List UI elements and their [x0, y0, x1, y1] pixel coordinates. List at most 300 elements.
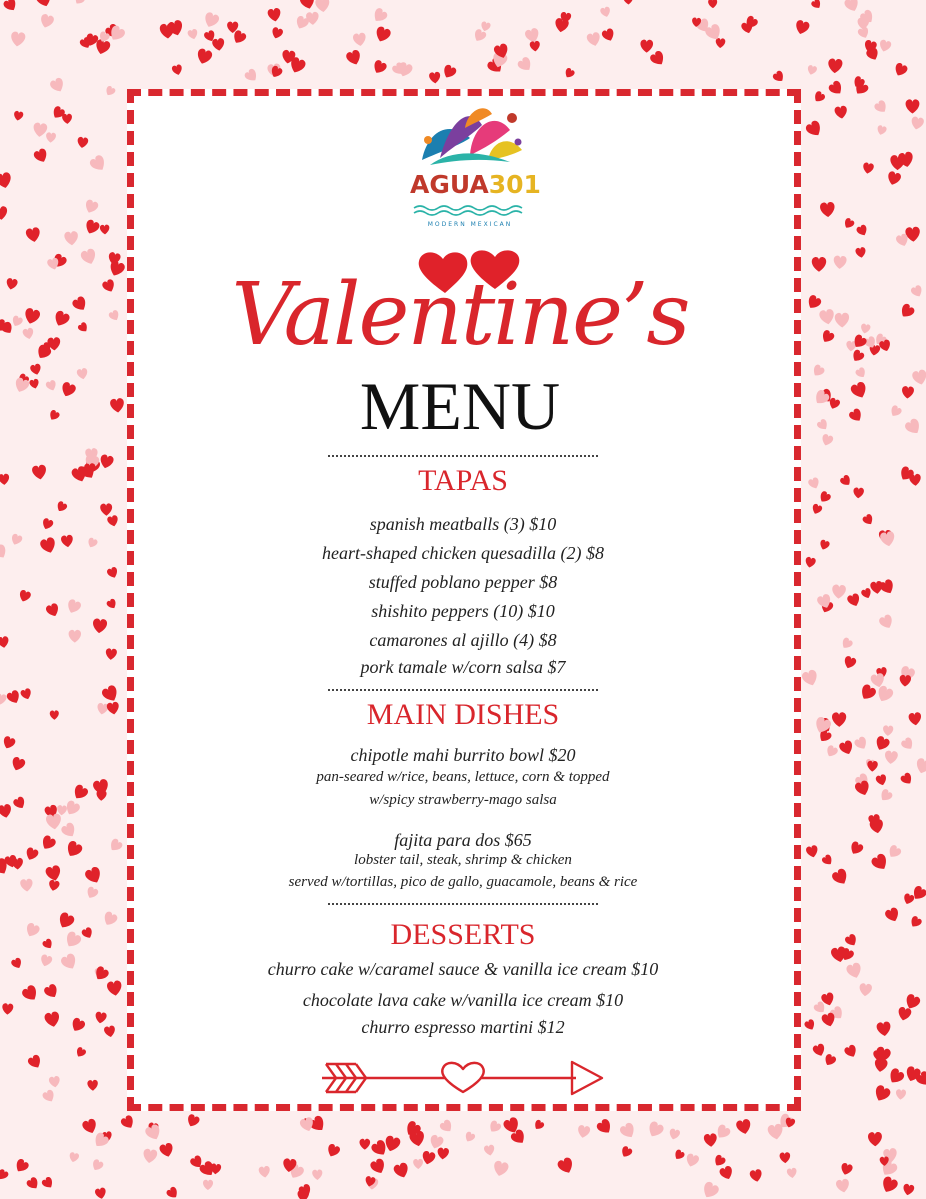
menu-item: fajita para dos $65	[394, 830, 532, 850]
confetti-heart-icon	[812, 90, 826, 104]
confetti-heart-icon	[103, 1025, 116, 1038]
confetti-heart-icon	[31, 464, 47, 480]
confetti-heart-icon	[90, 1158, 104, 1172]
confetti-heart-icon	[640, 40, 653, 53]
confetti-heart-icon	[110, 398, 125, 414]
confetti-heart-icon	[47, 409, 60, 422]
confetti-heart-icon	[71, 783, 90, 802]
confetti-heart-icon	[83, 218, 100, 236]
confetti-heart-icon	[87, 1080, 98, 1091]
confetti-heart-icon	[10, 533, 24, 547]
confetti-heart-icon	[849, 381, 869, 401]
confetti-heart-icon	[86, 537, 98, 549]
section-heading-main-dishes: MAIN DISHES	[366, 698, 560, 731]
confetti-heart-icon	[41, 517, 55, 531]
divider-dotted	[328, 903, 598, 905]
confetti-heart-icon	[492, 1160, 509, 1178]
confetti-heart-icon	[870, 852, 891, 873]
confetti-heart-icon	[2, 0, 19, 13]
confetti-heart-icon	[101, 278, 117, 294]
confetti-heart-icon	[171, 64, 183, 76]
item-description: w/spicy strawberry-mago salsa	[369, 792, 557, 808]
confetti-heart-icon	[862, 513, 876, 527]
confetti-heart-icon	[812, 1043, 827, 1058]
confetti-heart-icon	[68, 1152, 79, 1164]
confetti-heart-icon	[842, 217, 855, 230]
confetti-heart-icon	[803, 1018, 816, 1031]
heart-arrow-icon	[320, 1056, 606, 1100]
confetti-heart-icon	[32, 122, 47, 137]
menu-card	[127, 89, 801, 1111]
confetti-heart-icon	[24, 922, 41, 939]
confetti-heart-icon	[805, 294, 822, 312]
confetti-heart-icon	[77, 321, 90, 334]
confetti-heart-icon	[835, 1178, 850, 1193]
confetti-heart-icon	[73, 0, 86, 6]
menu-item: chocolate lava cake w/vanilla ice cream $10	[302, 990, 624, 1010]
confetti-heart-icon	[595, 1118, 614, 1137]
confetti-heart-icon	[1, 735, 16, 750]
confetti-heart-icon	[60, 821, 78, 839]
confetti-heart-icon	[848, 407, 865, 424]
menu-item: spanish meatballs (3) $10	[369, 514, 557, 534]
confetti-heart-icon	[805, 845, 819, 859]
confetti-heart-icon	[105, 648, 117, 660]
confetti-heart-icon	[106, 980, 123, 997]
confetti-heart-icon	[0, 206, 8, 221]
confetti-heart-icon	[0, 171, 13, 189]
confetti-heart-icon	[88, 154, 108, 174]
confetti-heart-icon	[884, 906, 901, 923]
confetti-heart-icon	[65, 598, 82, 615]
confetti-heart-icon	[104, 85, 117, 98]
menu-item: heart-shaped chicken quesadilla (2) $8	[322, 543, 604, 563]
logo-name-agua: AGUA	[410, 170, 489, 199]
confetti-heart-icon	[858, 683, 878, 703]
confetti-heart-icon	[601, 27, 616, 42]
confetti-heart-icon	[821, 853, 835, 867]
confetti-heart-icon	[45, 813, 62, 830]
confetti-heart-icon	[859, 983, 873, 997]
confetti-heart-icon	[63, 930, 83, 950]
item-description: lobster tail, steak, shrimp & chicken	[354, 852, 572, 868]
confetti-heart-icon	[144, 1123, 163, 1142]
confetti-heart-icon	[41, 1089, 56, 1104]
confetti-heart-icon	[61, 534, 74, 548]
confetti-heart-icon	[876, 125, 887, 136]
confetti-heart-icon	[816, 418, 830, 432]
confetti-heart-icon	[0, 693, 7, 705]
confetti-heart-icon	[74, 1046, 87, 1059]
confetti-heart-icon	[77, 136, 89, 148]
confetti-heart-icon	[700, 1180, 720, 1199]
confetti-heart-icon	[845, 962, 863, 980]
confetti-heart-icon	[854, 366, 867, 379]
confetti-heart-icon	[52, 309, 71, 328]
confetti-heart-icon	[106, 566, 119, 580]
confetti-heart-icon	[6, 689, 22, 706]
confetti-heart-icon	[393, 1162, 411, 1180]
confetti-heart-icon	[0, 473, 10, 485]
confetti-heart-icon	[39, 13, 55, 29]
confetti-heart-icon	[258, 1166, 270, 1179]
confetti-heart-icon	[900, 736, 916, 752]
confetti-heart-icon	[10, 315, 23, 328]
confetti-heart-icon	[772, 70, 787, 85]
confetti-heart-icon	[684, 1153, 699, 1169]
confetti-heart-icon	[10, 756, 26, 773]
logo-name-301: 301	[488, 170, 541, 199]
confetti-heart-icon	[860, 323, 871, 334]
confetti-heart-icon	[902, 893, 915, 906]
confetti-heart-icon	[12, 858, 24, 870]
confetti-heart-icon	[839, 1162, 853, 1176]
confetti-heart-icon	[901, 386, 914, 399]
confetti-heart-icon	[41, 1176, 56, 1191]
splash-logo-icon	[410, 100, 530, 170]
confetti-heart-icon	[107, 837, 123, 853]
confetti-heart-icon	[804, 119, 824, 139]
item-description: served w/tortillas, pico de gallo, guacamole, beans & rice	[288, 874, 638, 890]
confetti-heart-icon	[45, 602, 61, 618]
confetti-heart-icon	[914, 757, 926, 775]
confetti-heart-icon	[371, 59, 388, 76]
confetti-heart-icon	[106, 598, 119, 611]
confetti-heart-icon	[820, 433, 834, 447]
confetti-heart-icon	[29, 378, 40, 389]
confetti-heart-icon	[801, 669, 820, 688]
confetti-heart-icon	[516, 56, 534, 74]
confetti-heart-icon	[315, 0, 331, 13]
menu-title: MENU	[359, 368, 561, 444]
confetti-heart-icon	[92, 778, 110, 796]
confetti-heart-icon	[810, 0, 823, 11]
valentines-title: Valentine’s	[231, 265, 689, 365]
confetti-heart-icon	[30, 363, 43, 376]
confetti-heart-icon	[94, 1187, 107, 1199]
confetti-heart-icon	[81, 1118, 99, 1136]
confetti-heart-icon	[563, 67, 576, 80]
confetti-heart-icon	[879, 1175, 899, 1195]
confetti-heart-icon	[857, 26, 871, 40]
confetti-heart-icon	[828, 58, 843, 73]
confetti-heart-icon	[383, 1135, 401, 1154]
confetti-heart-icon	[10, 31, 26, 47]
confetti-heart-icon	[81, 926, 95, 940]
confetti-heart-icon	[898, 302, 916, 320]
confetti-heart-icon	[101, 910, 118, 928]
confetti-heart-icon	[850, 349, 865, 364]
confetti-heart-icon	[835, 313, 850, 328]
confetti-heart-icon	[96, 702, 109, 715]
confetti-heart-icon	[10, 957, 23, 970]
menu-item: shishito peppers (10) $10	[371, 601, 555, 621]
confetti-heart-icon	[439, 1118, 455, 1134]
confetti-heart-icon	[94, 1011, 107, 1024]
confetti-heart-icon	[886, 170, 902, 186]
confetti-heart-icon	[868, 1132, 882, 1147]
confetti-heart-icon	[878, 613, 895, 630]
menu-item: pork tamale w/corn salsa $7	[360, 657, 566, 677]
confetti-heart-icon	[165, 1186, 180, 1199]
confetti-heart-icon	[876, 1021, 892, 1037]
confetti-heart-icon	[480, 21, 491, 32]
confetti-heart-icon	[703, 1133, 717, 1147]
confetti-heart-icon	[267, 7, 282, 22]
confetti-heart-icon	[85, 886, 100, 901]
confetti-heart-icon	[55, 500, 68, 513]
confetti-heart-icon	[807, 477, 821, 491]
confetti-heart-icon	[811, 503, 823, 516]
confetti-heart-icon	[0, 543, 9, 561]
confetti-heart-icon	[818, 539, 830, 551]
confetti-heart-icon	[142, 1148, 157, 1164]
confetti-heart-icon	[842, 655, 857, 670]
confetti-heart-icon	[812, 257, 826, 272]
confetti-heart-icon	[18, 589, 32, 603]
logo-tagline: MODERN MEXICAN	[427, 221, 513, 228]
confetti-heart-icon	[48, 1076, 60, 1089]
confetti-heart-icon	[839, 474, 853, 488]
confetti-heart-icon	[820, 202, 836, 218]
confetti-heart-icon	[64, 231, 79, 246]
confetti-heart-icon	[794, 19, 811, 36]
confetti-heart-icon	[875, 684, 895, 704]
confetti-heart-icon	[20, 984, 40, 1004]
confetti-heart-icon	[487, 1119, 502, 1134]
confetti-heart-icon	[92, 965, 110, 983]
confetti-heart-icon	[600, 6, 612, 18]
confetti-heart-icon	[44, 1011, 61, 1029]
confetti-heart-icon	[373, 25, 391, 44]
confetti-heart-icon	[270, 26, 283, 40]
confetti-heart-icon	[345, 49, 363, 67]
confetti-heart-icon	[45, 379, 58, 392]
confetti-heart-icon	[39, 954, 53, 968]
menu-item: camarones al ajillo (4) $8	[369, 630, 557, 650]
confetti-heart-icon	[64, 839, 84, 859]
confetti-heart-icon	[202, 11, 220, 29]
confetti-heart-icon	[844, 933, 859, 948]
confetti-heart-icon	[824, 744, 839, 759]
confetti-heart-icon	[25, 1176, 40, 1191]
confetti-heart-icon	[712, 1154, 727, 1169]
confetti-heart-icon	[910, 116, 925, 131]
confetti-heart-icon	[12, 796, 27, 811]
confetti-heart-icon	[421, 1150, 436, 1165]
confetti-heart-icon	[84, 866, 104, 886]
divider-dotted	[328, 455, 598, 457]
confetti-heart-icon	[243, 68, 259, 84]
confetti-heart-icon	[899, 772, 914, 787]
confetti-heart-icon	[0, 803, 13, 819]
confetti-heart-icon	[715, 38, 725, 48]
confetti-heart-icon	[708, 0, 718, 8]
confetti-heart-icon	[886, 1067, 905, 1087]
confetti-heart-icon	[13, 110, 24, 121]
confetti-heart-icon	[359, 1139, 370, 1150]
confetti-heart-icon	[862, 162, 874, 174]
confetti-heart-icon	[0, 636, 10, 649]
confetti-heart-icon	[0, 1168, 9, 1181]
confetti-heart-icon	[668, 1128, 681, 1141]
confetti-heart-icon	[60, 952, 80, 972]
confetti-heart-icon	[369, 1157, 387, 1176]
confetti-heart-icon	[312, 1169, 322, 1180]
confetti-heart-icon	[618, 1121, 637, 1140]
confetti-heart-icon	[819, 308, 836, 325]
confetti-heart-icon	[107, 251, 121, 265]
confetti-heart-icon	[483, 1144, 495, 1156]
confetti-heart-icon	[902, 1183, 915, 1196]
confetti-heart-icon	[831, 867, 851, 887]
confetti-heart-icon	[413, 1159, 423, 1169]
confetti-heart-icon	[100, 684, 120, 704]
confetti-heart-icon	[908, 712, 922, 726]
confetti-heart-icon	[62, 114, 72, 125]
confetti-heart-icon	[910, 284, 924, 299]
confetti-heart-icon	[39, 834, 57, 852]
confetti-heart-icon	[823, 1053, 838, 1068]
confetti-heart-icon	[867, 761, 878, 772]
menu-item: churro espresso martini $12	[361, 1017, 565, 1037]
confetti-heart-icon	[786, 1168, 797, 1179]
confetti-heart-icon	[49, 77, 67, 95]
confetti-heart-icon	[896, 1089, 907, 1100]
confetti-heart-icon	[820, 329, 836, 345]
confetti-heart-icon	[846, 592, 862, 608]
confetti-heart-icon	[878, 788, 894, 804]
confetti-heart-icon	[818, 490, 832, 504]
confetti-heart-icon	[853, 735, 869, 751]
confetti-heart-icon	[873, 735, 891, 753]
confetti-heart-icon	[878, 578, 896, 596]
confetti-heart-icon	[41, 938, 54, 951]
confetti-heart-icon	[718, 1165, 734, 1181]
confetti-heart-icon	[76, 368, 88, 381]
confetti-heart-icon	[853, 487, 864, 498]
confetti-heart-icon	[903, 417, 923, 437]
confetti-heart-icon	[100, 503, 112, 516]
confetti-heart-icon	[649, 49, 667, 68]
confetti-heart-icon	[834, 105, 848, 119]
confetti-heart-icon	[623, 0, 633, 5]
confetti-heart-icon	[212, 38, 226, 52]
section-heading-tapas: TAPAS	[418, 464, 508, 497]
confetti-heart-icon	[843, 0, 861, 14]
confetti-heart-icon	[83, 199, 99, 215]
confetti-heart-icon	[886, 844, 902, 860]
confetti-heart-icon	[325, 1143, 341, 1159]
confetti-heart-icon	[108, 309, 121, 322]
confetti-heart-icon	[45, 864, 63, 882]
confetti-heart-icon	[24, 846, 39, 862]
confetti-heart-icon	[50, 710, 59, 720]
confetti-heart-icon	[185, 1113, 200, 1129]
confetti-heart-icon	[43, 983, 60, 1001]
confetti-heart-icon	[893, 62, 909, 78]
confetti-heart-icon	[106, 701, 120, 715]
confetti-heart-icon	[843, 1044, 859, 1060]
confetti-heart-icon	[159, 1142, 175, 1158]
confetti-heart-icon	[20, 688, 33, 701]
confetti-heart-icon	[577, 1124, 591, 1139]
confetti-heart-icon	[878, 39, 892, 53]
confetti-heart-icon	[832, 712, 846, 727]
confetti-heart-icon	[33, 147, 50, 164]
confetti-heart-icon	[646, 1120, 665, 1140]
confetti-heart-icon	[875, 774, 888, 787]
confetti-heart-icon	[2, 1003, 14, 1015]
confetti-heart-icon	[855, 247, 867, 259]
confetti-heart-icon	[833, 255, 847, 269]
confetti-heart-icon	[99, 454, 115, 470]
confetti-heart-icon	[59, 381, 77, 399]
confetti-heart-icon	[619, 1145, 633, 1159]
confetti-heart-icon	[5, 277, 18, 290]
confetti-heart-icon	[463, 1131, 476, 1144]
confetti-heart-icon	[69, 1017, 86, 1034]
confetti-heart-icon	[46, 132, 57, 143]
confetti-heart-icon	[39, 536, 58, 555]
confetti-heart-icon	[441, 64, 458, 81]
confetti-heart-icon	[71, 295, 89, 313]
confetti-heart-icon	[840, 637, 854, 651]
confetti-heart-icon	[903, 993, 921, 1011]
confetti-heart-icon	[48, 879, 60, 891]
confetti-heart-icon	[911, 369, 926, 386]
confetti-heart-icon	[27, 1054, 44, 1071]
confetti-heart-icon	[908, 915, 923, 930]
confetti-heart-icon	[779, 1152, 790, 1163]
confetti-heart-icon	[299, 0, 316, 11]
confetti-heart-icon	[532, 1119, 545, 1132]
confetti-heart-icon	[80, 248, 98, 267]
menu-item: chipotle mahi burrito bowl $20	[350, 745, 576, 765]
confetti-heart-icon	[92, 618, 107, 634]
confetti-heart-icon	[120, 1114, 137, 1131]
confetti-heart-icon	[56, 911, 76, 931]
confetti-heart-icon	[872, 1084, 892, 1104]
confetti-heart-icon	[107, 515, 120, 528]
confetti-heart-icon	[890, 155, 905, 170]
confetti-heart-icon	[203, 1180, 213, 1190]
confetti-heart-icon	[883, 725, 894, 736]
confetti-heart-icon	[811, 363, 826, 378]
confetti-heart-icon	[827, 79, 845, 97]
confetti-heart-icon	[23, 307, 41, 326]
confetti-heart-icon	[888, 404, 902, 418]
confetti-heart-icon	[806, 64, 817, 75]
confetti-heart-icon	[767, 1123, 784, 1140]
confetti-heart-icon	[429, 72, 441, 84]
confetti-heart-icon	[899, 675, 911, 687]
logo-waves-icon	[410, 204, 530, 218]
confetti-heart-icon	[860, 587, 872, 600]
item-description: pan-seared w/rice, beans, lettuce, corn & topped	[316, 769, 610, 785]
confetti-heart-icon	[873, 99, 889, 115]
confetti-heart-icon	[25, 227, 41, 244]
confetti-heart-icon	[13, 1158, 30, 1175]
confetti-heart-icon	[906, 99, 920, 113]
confetti-heart-icon	[20, 878, 33, 892]
section-heading-desserts: DESSERTS	[390, 918, 536, 951]
agua301-logo	[410, 100, 541, 235]
confetti-heart-icon	[897, 1006, 912, 1022]
confetti-heart-icon	[195, 48, 213, 66]
confetti-heart-icon	[735, 1118, 752, 1135]
confetti-heart-icon	[371, 7, 389, 25]
